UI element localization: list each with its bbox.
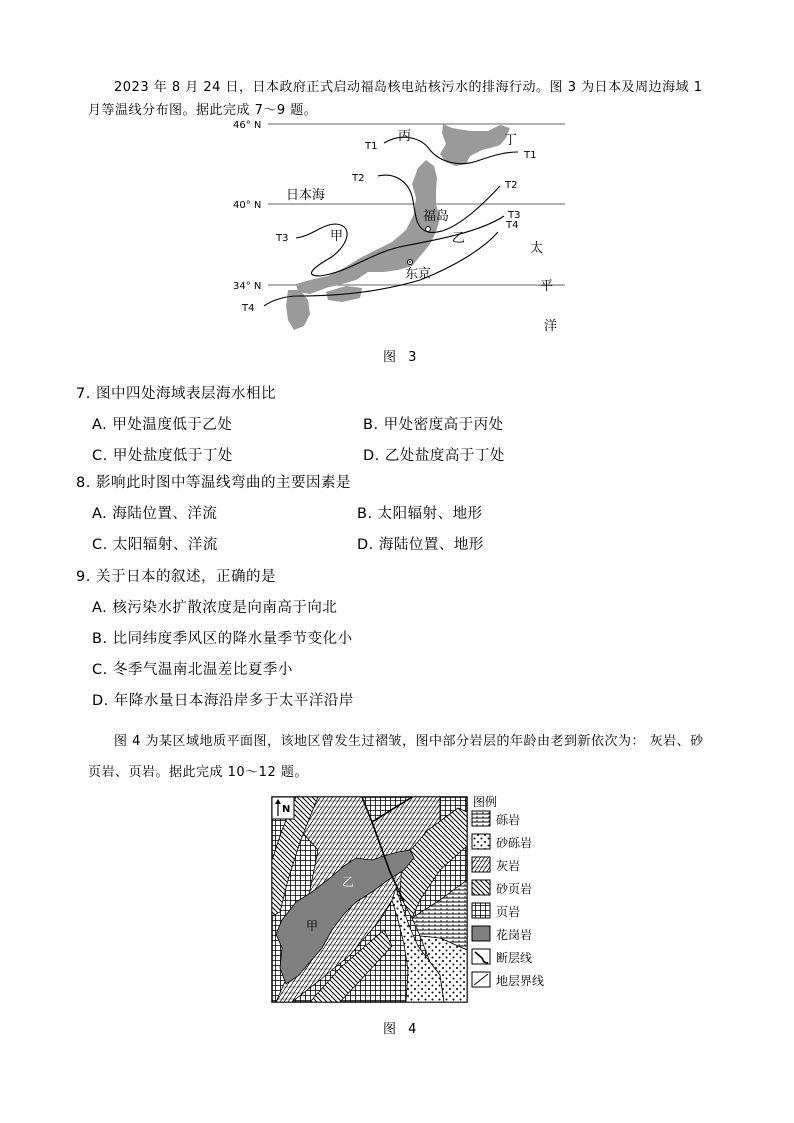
q7-option-a: A. 甲处温度低于乙处 [92, 417, 233, 433]
point-jia-label: 甲 [330, 229, 344, 244]
fig4-point-yi: 乙 [342, 875, 355, 889]
legend-shale: 页岩 [496, 905, 521, 919]
t4-right-label: T4 [506, 220, 519, 231]
q9-option-c: C. 冬季气温南北温差比夏季小 [92, 662, 293, 678]
q7-option-b: B. 甲处密度高于丙处 [363, 417, 504, 433]
legend-sandstone-shale: 砂页岩 [496, 882, 533, 896]
legend-fault-line: 断层线 [496, 951, 533, 965]
q8-stem: 8. 影响此时图中等温线弯曲的主要因素是 [76, 475, 351, 491]
lat-40-label: 40° N [233, 200, 262, 211]
q9-option-a: A. 核污染水扩散浓度是向南高于向北 [92, 600, 338, 616]
pacific-label-1: 太 [530, 241, 544, 256]
intro-paragraph-2: 图 4 为某区域地质平面图，该地区曾发生过褶皱，图中部分岩层的年龄由老到新依次为： 灰岩、砂页岩、页岩。据此完成 10～12 题。 [88, 734, 704, 780]
legend-stratum-boundary: 地层界线 [496, 974, 545, 988]
pacific-label-2: 平 [540, 279, 554, 294]
t4-left-label: T4 [242, 303, 255, 314]
point-bing-label: 丙 [398, 129, 412, 144]
fig4-point-jia: 甲 [306, 919, 319, 933]
north-arrow-icon [272, 797, 294, 819]
north-label: N [282, 804, 291, 815]
isotherms [264, 137, 521, 306]
lat-34-label: 34° N [233, 281, 262, 292]
figure-3-isotherm-map [228, 112, 574, 344]
t2-left-label: T2 [352, 173, 365, 184]
q7-option-c: C. 甲处盐度低于丁处 [92, 448, 233, 464]
lat-46-label: 46° N [233, 120, 262, 131]
q8-option-a: A. 海陆位置、洋流 [92, 506, 218, 522]
point-ding-label: 丁 [504, 133, 518, 148]
intro-paragraph-1: 2023 年 8 月 24 日，日本政府正式启动福岛核电站核污水的排海行动。图 3 为日本及周边海域 1 月等温线分布图。据此完成 7～9 题。 [88, 80, 703, 118]
legend-limestone: 灰岩 [496, 859, 521, 873]
legend-conglomerate: 砾岩 [496, 813, 521, 827]
q8-option-b: B. 太阳辐射、地形 [357, 506, 483, 522]
fukushima-label: 福岛 [423, 209, 450, 224]
t1-left-label: T1 [365, 141, 378, 152]
t2-right-label: T2 [505, 180, 518, 191]
q9-option-d: D. 年降水量日本海沿岸多于太平洋沿岸 [92, 693, 354, 709]
japan-land [286, 124, 510, 330]
legend-title: 图例 [473, 795, 498, 809]
q9-option-b: B. 比同纬度季风区的降水量季节变化小 [92, 631, 353, 647]
fukushima-marker [426, 227, 431, 232]
figure-4-geological-map [268, 792, 568, 1008]
q8-option-d: D. 海陆位置、地形 [357, 537, 484, 553]
t3-right-label: T3 [508, 210, 521, 221]
hokkaido [440, 124, 510, 166]
legend [472, 794, 544, 988]
legend-sandy-conglomerate: 砂砾岩 [496, 836, 533, 850]
pacific-label-3: 洋 [544, 319, 558, 334]
q7-option-d: D. 乙处盐度高于丁处 [363, 448, 505, 464]
point-yi-label: 乙 [452, 231, 466, 246]
q8-option-c: C. 太阳辐射、洋流 [92, 537, 218, 553]
q9-stem: 9. 关于日本的叙述，正确的是 [76, 569, 276, 585]
legend-granite: 花岗岩 [496, 928, 533, 942]
q7-stem: 7. 图中四处海域表层海水相比 [76, 386, 276, 402]
figure-3-caption: 图 3 [383, 350, 421, 365]
figure-4-caption: 图 4 [383, 1022, 421, 1037]
sea-of-japan-label: 日本海 [286, 188, 326, 203]
tokyo-label: 东京 [405, 267, 432, 282]
t1-right-label: T1 [524, 150, 537, 161]
t3-left-label: T3 [276, 233, 289, 244]
